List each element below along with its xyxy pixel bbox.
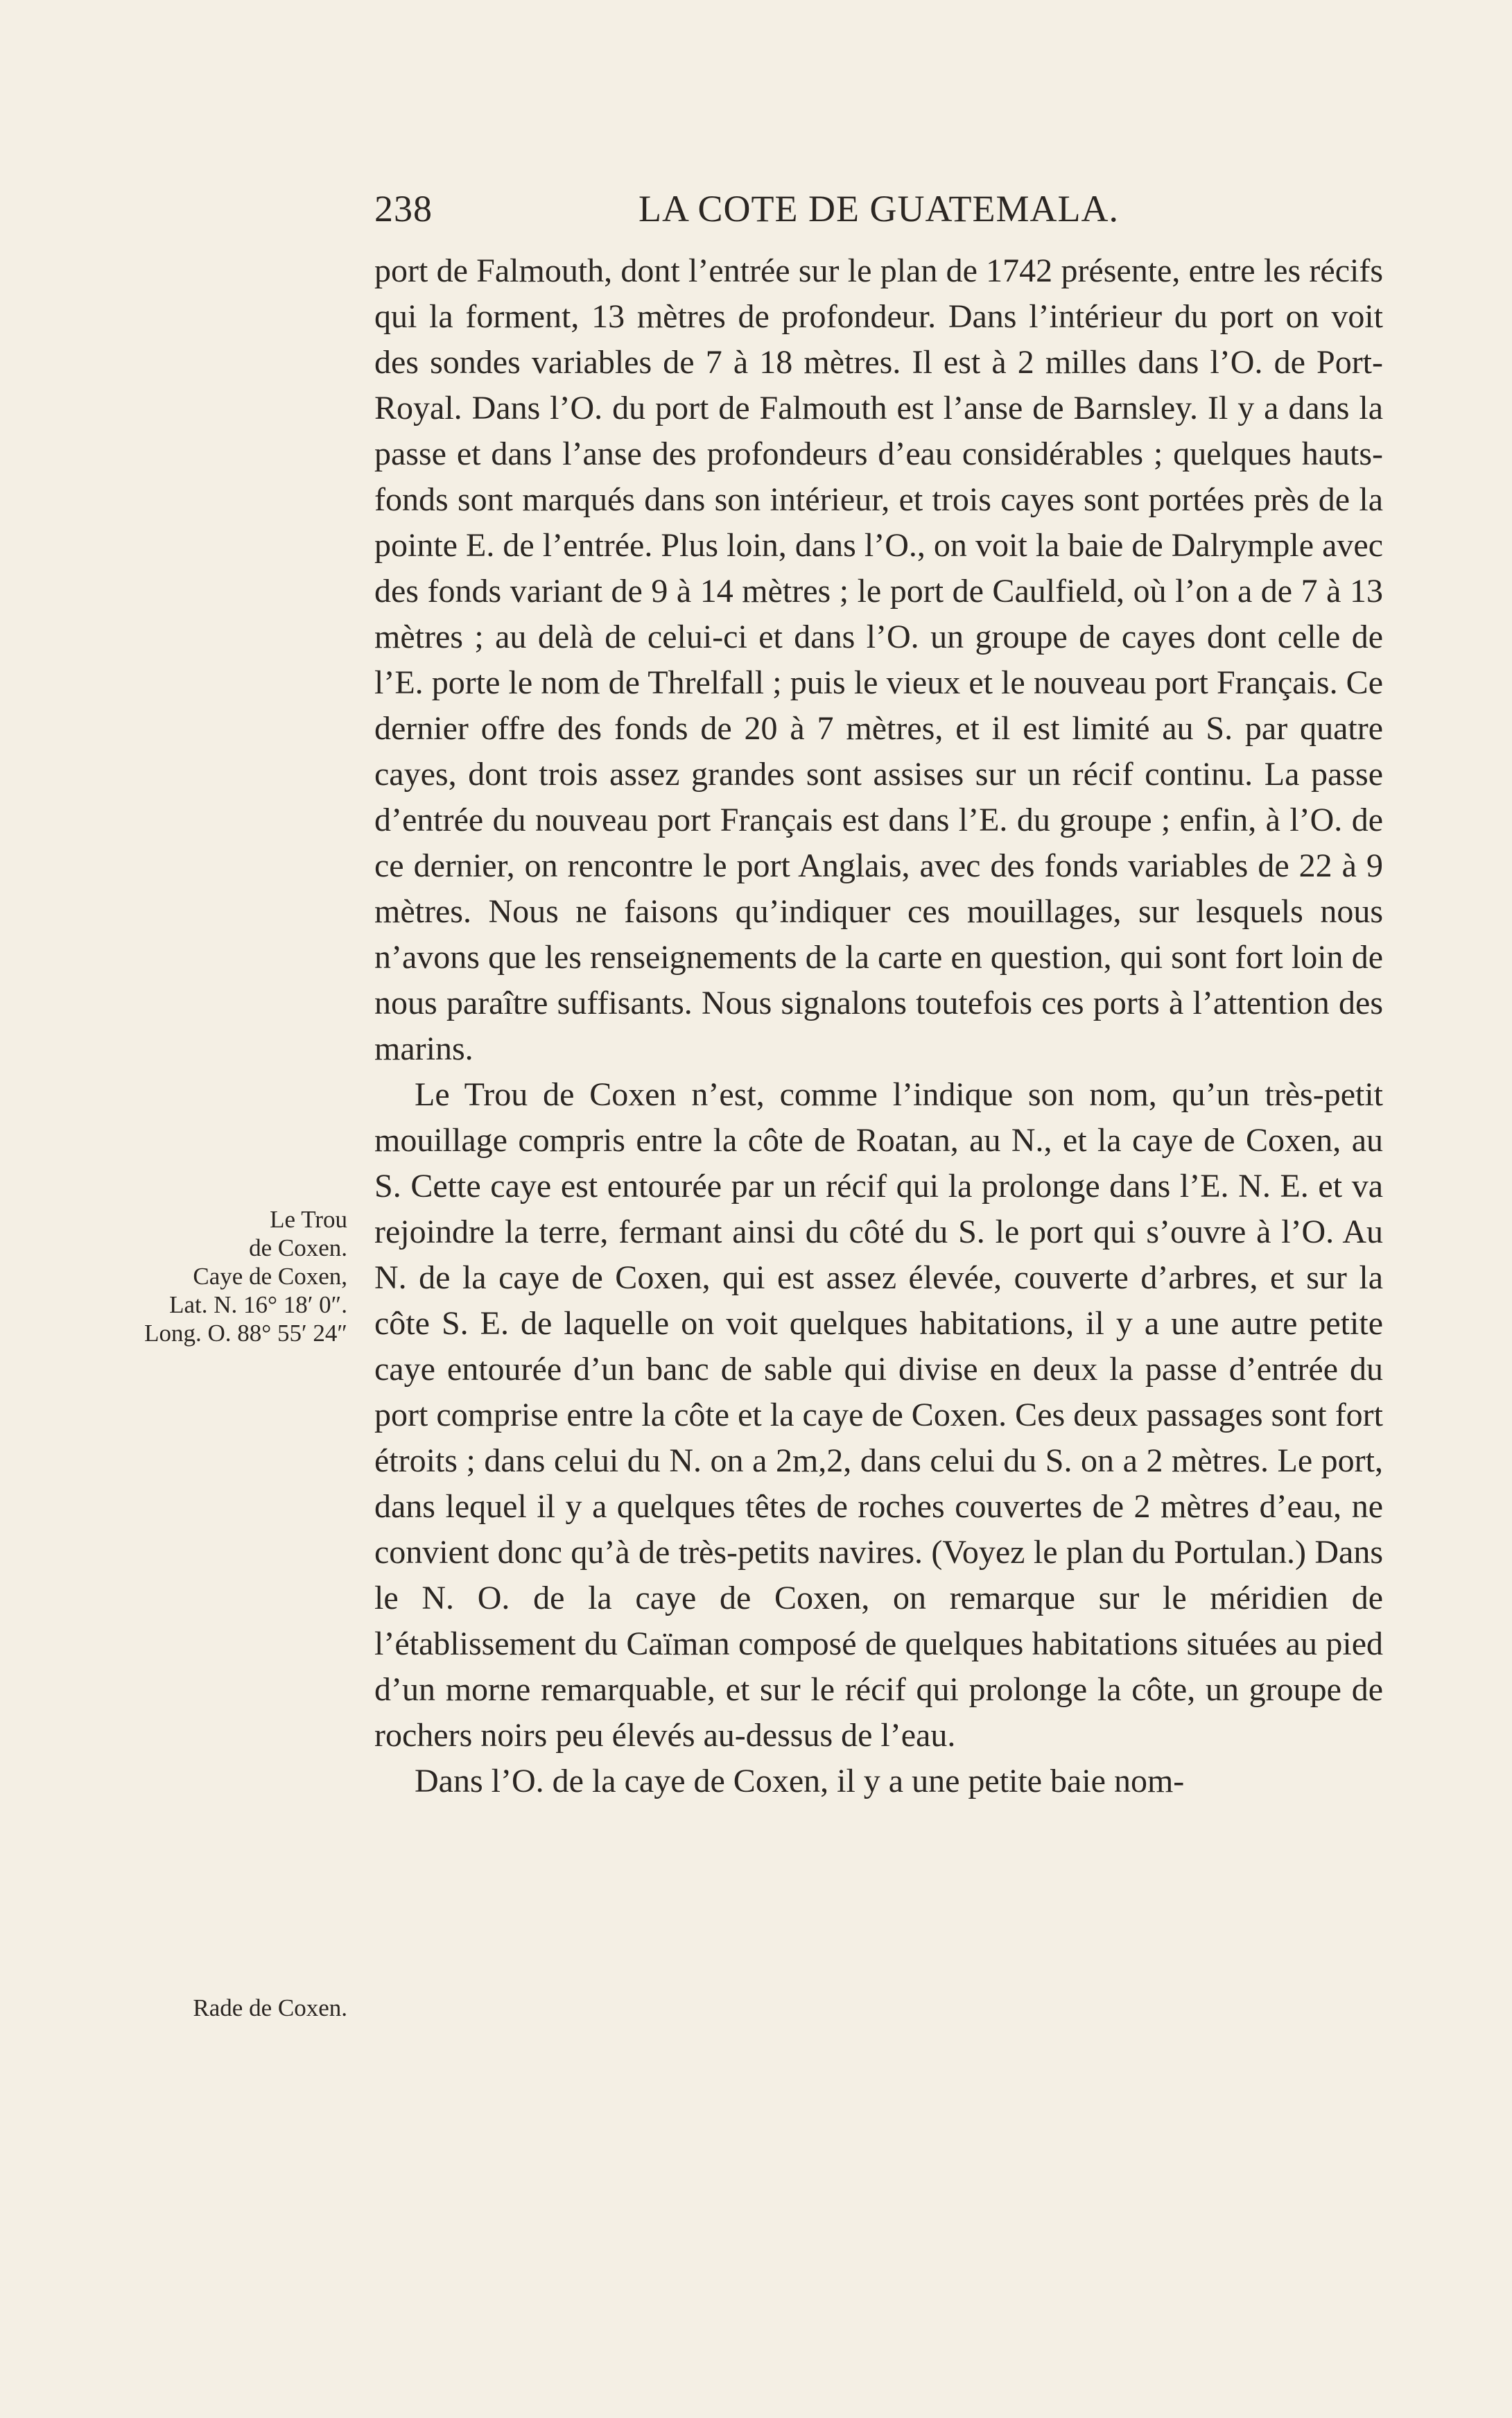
sidenote-trou-de-coxen xyxy=(42,1205,347,1347)
sidenote-line: Lat. N. 16° 18′ 0″. xyxy=(169,1291,347,1318)
paragraph-falmouth: port de Falmouth, dont l’entrée sur le plan de 1742 présente, entre les récifs qui la forment, 13 mètres de profondeur. Dans l’intérieur du port on voit des sondes variables de 7 à 18 mètres. Il est à 2 milles dans l’O. de Port-Royal. Dans l’O. du port de Falmouth est l’anse de Barnsley. Il y a dans la passe et dans l’anse des profondeurs d’eau considérables ; quelques hauts-fonds sont marqués dans son intérieur, et trois cayes sont portées près de la pointe E. de l’entrée. Plus loin, dans l’O., on voit la baie de Dalrymple avec des fonds variant de 9 à 14 mètres ; le port de Caulfield, où l’on a de 7 à 13 mètres ; au delà de celui-ci et dans l’O. un groupe de cayes dont celle de l’E. porte le nom de Threlfall ; puis le vieux et le nouveau port Français. Ce dernier offre des fonds de 20 à 7 mètres, et il est limité au S. par quatre cayes, dont trois assez grandes sont assises sur un récif continu. La passe d’entrée du nouveau port Français est dans l’E. du groupe ; enfin, à l’O. de ce dernier, on rencontre le port Anglais, avec des fonds variables de 22 à 9 mètres. Nous ne faisons qu’indiquer ces mouillages, sur lesquels nous n’avons que les renseignements de la carte en question, qui sont fort loin de nous paraître suffisants. Nous signalons toutefois ces ports à l’attention des marins. xyxy=(374,252,1383,1067)
body-text xyxy=(374,248,1383,1804)
sidenote-line: Caye de Coxen, xyxy=(193,1263,347,1290)
page-number: 238 xyxy=(374,188,433,230)
running-title: LA COTE DE GUATEMALA. xyxy=(638,188,1119,230)
sidenote-line: Le Trou xyxy=(270,1206,347,1233)
sidenote-line: de Coxen. xyxy=(249,1234,347,1261)
sidenote-line: Rade de Coxen. xyxy=(193,1994,347,2021)
sidenote-line: Long. O. 88° 55′ 24″ xyxy=(144,1320,347,1347)
page-header xyxy=(374,187,1383,236)
sidenote-rade-de-coxen xyxy=(42,1994,347,2022)
paragraph-rade-de-coxen: Dans l’O. de la caye de Coxen, il y a une petite baie nom- xyxy=(415,1763,1185,1799)
paragraph-trou-de-coxen: Le Trou de Coxen n’est, comme l’indique son nom, qu’un très-petit mouillage compris entre la côte de Roatan, au N., et la caye de Coxen, au S. Cette caye est entourée par un récif qui la prolonge dans l’E. N. E. et va rejoindre la terre, fermant ainsi du côté du S. le port qui s’ouvre à l’O. Au N. de la caye de Coxen, qui est assez élevée, couverte d’arbres, et sur la côte S. E. de laquelle on voit quelques habitations, il y a une autre petite caye entourée d’un banc de sable qui divise en deux la passe d’entrée du port comprise entre la côte et la caye de Coxen. Ces deux passages sont fort étroits ; dans celui du N. on a 2m,2, dans celui du S. on a 2 mètres. Le port, dans lequel il y a quelques têtes de roches couvertes de 2 mètres d’eau, ne convient donc qu’à de très-petits navires. (Voyez le plan du Portulan.) Dans le N. O. de la caye de Coxen, on remarque sur le méridien de l’établissement du Caïman composé de quelques habitations situées au pied d’un morne remarquable, et sur le récif qui prolonge la côte, un groupe de rochers noirs peu élevés au-dessus de l’eau. xyxy=(374,1076,1383,1754)
